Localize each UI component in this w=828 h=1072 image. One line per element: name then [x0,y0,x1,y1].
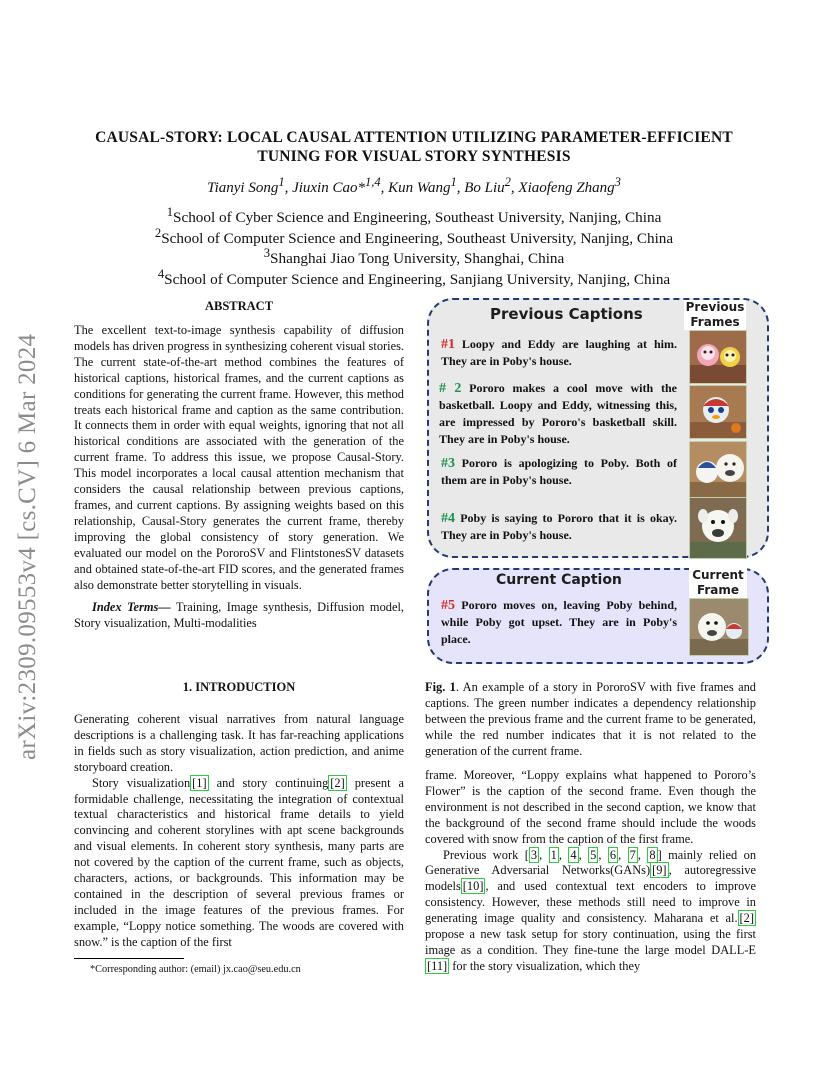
citation-link[interactable]: [11] [427,958,448,973]
arxiv-identifier: arXiv:2309.09553v4 [cs.CV] 6 Mar 2024 [14,333,41,760]
index-terms: Index Terms— Training, Image synthesis, Diffusion model, Story visualization, Multi-modalities [74,600,404,631]
citation-link[interactable]: 6 [609,847,617,862]
affiliations [60,205,768,287]
intro-paragraph-2: Story visualization [1] and story continuing [2] present a formidable challenge, necessitating the integration of contextual textual characteristics and historical frame details to yield convincing and coherent storylines with apt scene backgrounds and visual elements. In coherent story synthesis, many parts are not covered by the caption of the current frame, such as objects, characters, actions, or backgrounds. This information may be contained in the description of several previous frames or included in the image features of the previous frames. For example, “Loppy notice something. The woods are covered with snow.” is the caption of the first [74,775,405,949]
affiliation: $^3$Shanghai Jiao Tong University, Shanghai, China [263,246,565,268]
citation-link[interactable]: 5 [590,847,597,862]
caption-item: #4 Poby is saying to Pororo that it is okay. They are in Poby's house. [441,511,677,542]
citation-link[interactable]: 4 [570,847,577,862]
citation-link[interactable]: 7 [629,847,636,862]
figure-caption-label: Fig. 1 [425,680,456,694]
title-line-1: CAUSAL-STORY: LOCAL CAUSAL ATTENTION UTILIZING PARAMETER-EFFICIENT [95,129,733,146]
citation-link[interactable]: 8 [649,847,656,862]
current-frame-image [689,598,749,656]
abstract-body [74,323,404,632]
author: Kun Wang [388,180,451,196]
previous-frames-label: Previous Frames [685,300,745,329]
author: Tianyi Song [207,180,279,196]
abstract-heading: ABSTRACT [204,299,274,313]
author-sup: 2 [504,175,511,189]
citation-link[interactable]: 3 [530,847,538,862]
affiliation: $^4$School of Computer Science and Engineering, Sanjiang University, Nanjing, China [157,266,671,288]
author-sup: 1 [278,175,285,189]
citation-link[interactable]: [9] [652,863,667,878]
right-paragraph-1: frame. Moreover, “Loppy explains what happened to Pororo’s Flower” is the caption of the second frame. Even though the environment is not described in the second caption, we know that the background of the second frame should include the woods covered with snow from the caption of the first frame. [425,768,756,846]
author-list: Tianyi Song$^1$, Jiuxin Cao*$^{1,4}$, Kun Wang$^1$, Bo Liu$^2$, Xiaofeng Zhang$^3$ [207,175,621,196]
figure-caption: Fig. 1. An example of a story in PororoSV with five frames and captions. The green number indicates a dependency relationship between the previous frame and the current frame to be generated, while the red number indicates that it is not related to the generation of the current frame. [425,680,756,758]
right-column-body [425,768,756,975]
author-sup: 3 [614,175,621,189]
author: Bo Liu [464,180,505,196]
footnote-rule [74,958,184,959]
author-sup: 1,4 [364,175,381,189]
previous-captions-heading: Previous Captions [490,305,643,323]
story-frame-image [689,441,747,498]
abstract-text: The excellent text-to-image synthesis capability of diffusion models has driven progress in synthesizing coherent visual stories. The current state-of-the-art method combines the features of historical captions, historical frames, and the current captions as conditions for generating the current frame. However, this method treats each historical frame and caption as the same contribution. It connects them in order with equal weights, ignoring that not all historical conditions are associated with the generation of the current frame. To address this issue, we propose Causal-Story. This model incorporates a local causal attention mechanism that considers the causal relationship between previous captions, frames, and current captions. By assigning weights based on this relationship, Causal-Story generates the current frame, thereby improving the global consistency of story generation. We evaluated our model on the PororoSV and FlintstonesSV datasets and obtained state-of-the-art FID scores, and the generated frames also demonstrate better storytelling in visuals. [74,323,405,592]
author: Xiaofeng Zhang [518,180,615,196]
story-frame-image [689,385,747,439]
citation-link[interactable]: [2] [330,775,345,790]
author: Jiuxin Cao* [292,180,365,196]
current-caption-heading: Current Caption [496,572,622,588]
story-frame-image [689,497,747,559]
caption-item: #1 Loopy and Eddy are laughing at him. They are in Poby's house. [441,337,677,368]
caption-item: #3 Pororo is apologizing to Poby. Both of them are in Poby's house. [441,456,677,487]
current-caption-item: #5 Pororo moves on, leaving Poby behind, while Poby got upset. They are in Poby's place. [441,598,677,646]
caption-item: # 2 Pororo makes a cool move with the basketball. Loopy and Eddy, witnessing this, are impressed by Pororo's basketball skill. They are in Poby's house. [439,381,677,446]
intro-heading: 1. INTRODUCTION [182,680,296,694]
citation-link[interactable]: [1] [192,775,207,790]
paper-title [60,128,768,166]
story-frame-image [689,330,747,384]
intro-body [74,712,404,951]
right-paragraph-2: Previous work [ 3 , 1 , 4 , 5 , 6 , 7 , 8 ] mainly relied on Generative Adversarial Networks(GANs) [9] , autoregressive models [10] , and used contextual text encoders to improve consistency. However, these methods still need to improve in generating image quality and consistency. Maharana et al. [2] propose a new task setup for story continuation, using the first image as a condition. They fine-tune the large model DALL-E [11] for the story visualization, which they [425,847,757,973]
footnote: *Corresponding author: (email) jx.cao@seu.edu.cn [90,964,301,975]
author-sup: 1 [450,175,457,189]
citation-link[interactable]: 1 [550,847,557,862]
affiliation: $^2$School of Computer Science and Engineering, Southeast University, Nanjing, China [154,225,674,247]
citation-link[interactable]: [10] [462,879,484,894]
current-frame-label: Current Frame [689,568,747,598]
affiliation: $^1$School of Cyber Science and Engineering, Southeast University, Nanjing, China [166,205,662,227]
intro-paragraph-1: Generating coherent visual narratives from natural language descriptions is a challenging task. It has far-reaching applications in fields such as story visualization, action prediction, and anime storyboard creation. [74,712,404,774]
title-line-2: TUNING FOR VISUAL STORY SYNTHESIS [257,148,571,165]
citation-link[interactable]: [2] [739,911,754,926]
